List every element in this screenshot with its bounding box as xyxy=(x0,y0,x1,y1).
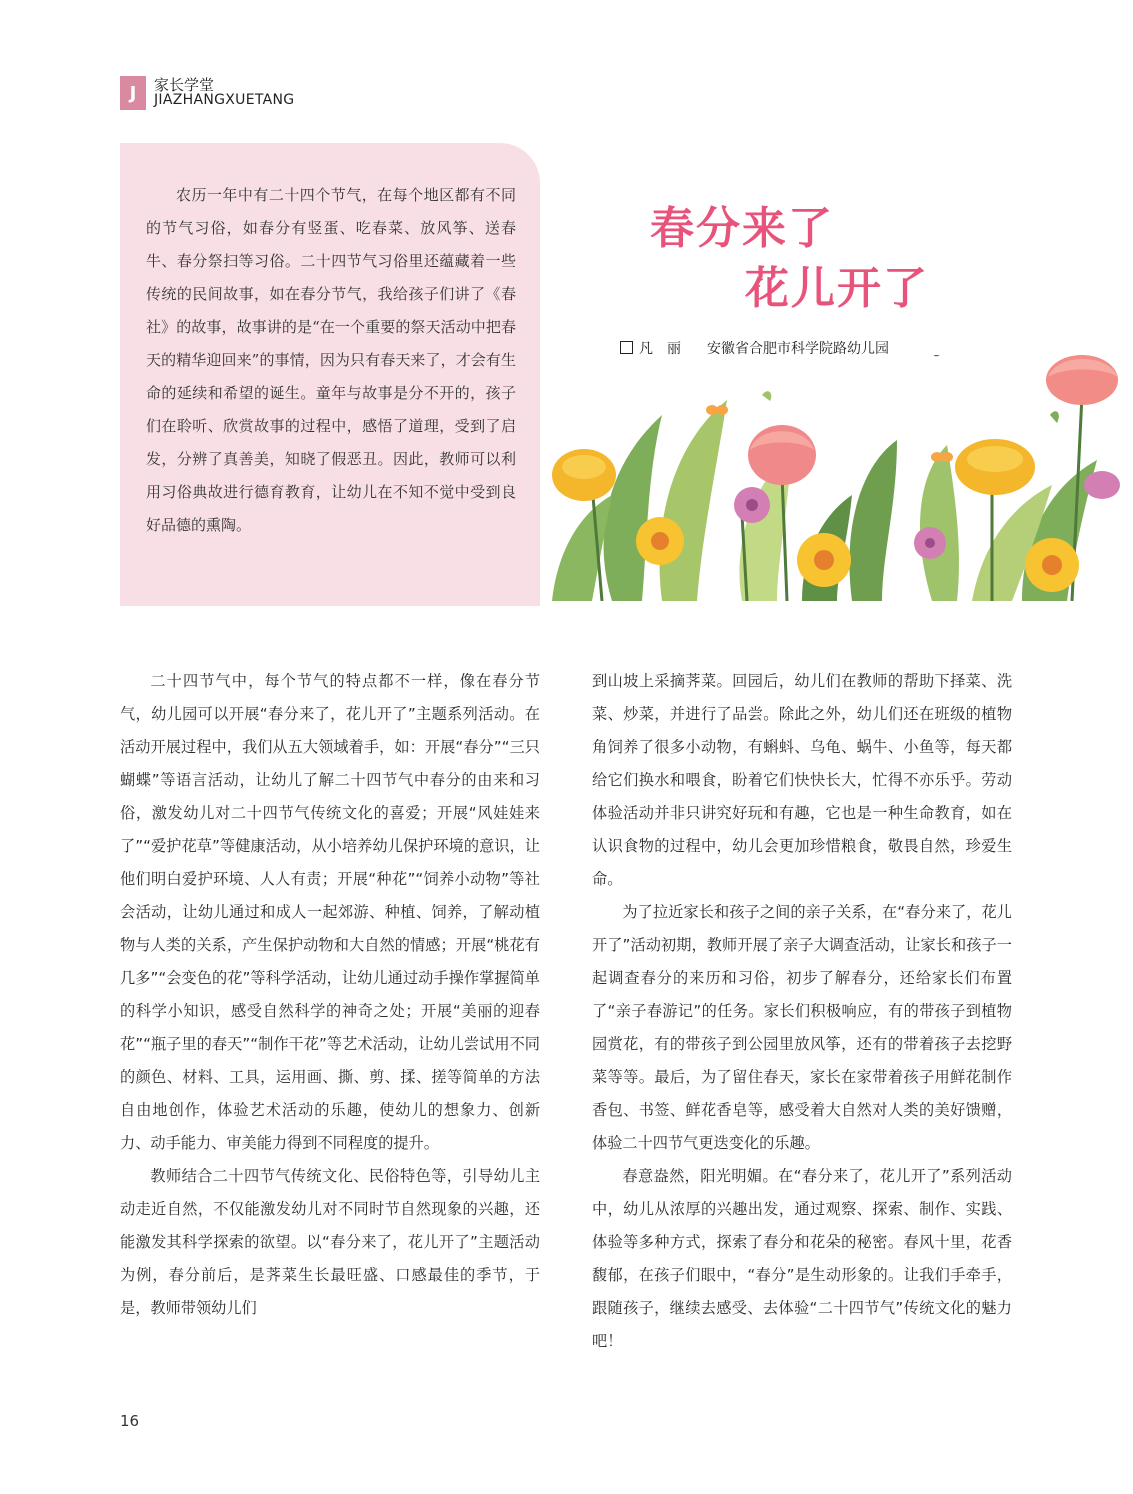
purple-flower-1 xyxy=(734,487,770,523)
floating-leaf xyxy=(932,355,944,356)
page-number: 16 xyxy=(120,1412,140,1430)
body-paragraph: 为了拉近家长和孩子之间的亲子关系，在“春分来了，花儿开了”活动初期，教师开展了亲子大调查活动，让家长和孩子一起调查春分的来历和习俗，初步了解春分，还给家长们布置了“亲子春游记”的任务。家长们积极响应，有的带孩子到植物园赏花，有的带孩子到公园里放风筝，还有的带着孩子去挖野菜等等。最后，为了留住春天，家长在家带着孩子用鲜花制作香包、书签、鲜花香皂等，感受着大自然对人类的美好馈赠，体验二十四节气更迭变化的乐趣。 xyxy=(592,903,1012,1152)
flower-illustration xyxy=(552,355,1120,601)
article-title-line2: 花儿开了 xyxy=(745,263,929,314)
body-paragraph: 到山坡上采摘荠菜。回园后，幼儿们在教师的帮助下择菜、洗菜、炒菜，并进行了品尝。除此之外，幼儿们还在班级的植物角饲养了很多小动物，有蝌蚪、乌龟、蜗牛、小鱼等，每天都给它们换水和喂食，盼着它们快快长大，忙得不亦乐乎。劳动体验活动并非只讲究好玩和有趣，它也是一种生命教育，如在认识食物的过程中，幼儿会更加珍惜粮食，敬畏自然，珍爱生命。 xyxy=(592,672,1012,888)
orange-daisy-3 xyxy=(1025,538,1079,592)
section-title-cn: 家长学堂 xyxy=(154,76,215,94)
body-paragraph: 教师结合二十四节气传统文化、民俗特色等，引导幼儿主动走近自然，不仅能激发幼儿对不同时节自然现象的兴趣，还能激发其科学探索的欲望。以“春分来了，花儿开了”主题活动为例，春分前后，是荠菜生长最旺盛、口感最佳的季节，于是，教师带领幼儿们 xyxy=(120,1167,540,1317)
body-paragraph: 二十四节气中，每个节气的特点都不一样，像在春分节气，幼儿园可以开展“春分来了，花儿开了”主题系列活动。在活动开展过程中，我们从五大领域着手，如：开展“春分”“三只蝴蝶”等语言活动，让幼儿了解二十四节气中春分的由来和习俗，激发幼儿对二十四节气传统文化的喜爱；开展“风娃娃来了”“爱护花草”等健康活动，从小培养幼儿保护环境的意识，让他们明白爱护环境、人人有责；开展“种花”“饲养小动物”等社会活动，让幼儿通过和成人一起郊游、种植、饲养，了解动植物与人类的关系，产生保护动物和大自然的情感；开展“桃花有几多”“会变色的花”等科学活动，让幼儿通过动手操作掌握简单的科学小知识，感受自然科学的神奇之处；开展“美丽的迎春花”“瓶子里的春天”“制作干花”等艺术活动，让幼儿尝试用不同的颜色、材料、工具，运用画、撕、剪、揉、搓等简单的方法自由地创作，体验艺术活动的乐趣，使幼儿的想象力、创新力、动手能力、审美能力得到不同程度的提升。 xyxy=(120,672,540,1152)
floating-leaf xyxy=(762,391,771,401)
yellow-flower-1 xyxy=(552,449,616,501)
purple-flower-3 xyxy=(1084,471,1120,499)
author-org: 安徽省合肥市科学院路幼儿园 xyxy=(707,341,889,357)
purple-flower-2 xyxy=(914,527,946,559)
byline-box-icon xyxy=(620,341,633,354)
intro-text: 农历一年中有二十四个节气，在每个地区都有不同的节气习俗，如春分有竖蛋、吃春菜、放风筝、送春牛、春分祭扫等习俗。二十四节气习俗里还蕴藏着一些传统的民间故事，如在春分节气，我给孩子们讲了《春社》的故事，故事讲的是“在一个重要的祭天活动中把春天的精华迎回来”的事情，因为只有春天来了，才会有生命的延续和希望的诞生。童年与故事是分不开的，孩子们在聆听、欣赏故事的过程中，感悟了道理，受到了启发，分辨了真善美，知晓了假恶丑。因此，教师可以利用习俗典故进行德育教育，让幼儿在不知不觉中受到良好品德的熏陶。 xyxy=(146,186,516,534)
section-title-en: JIAZHANGXUETANG xyxy=(154,92,295,108)
section-badge: J xyxy=(120,76,146,110)
article-title-line1: 春分来了 xyxy=(650,203,834,254)
body-column-left xyxy=(120,665,540,1325)
body-column-right xyxy=(592,665,1012,1358)
author-name: 凡 丽 xyxy=(639,341,681,357)
orange-daisy-1 xyxy=(636,517,684,565)
intro-box xyxy=(120,143,540,606)
orange-daisy-2 xyxy=(797,533,851,587)
body-paragraph: 春意盎然，阳光明媚。在“春分来了，花儿开了”系列活动中，幼儿从浓厚的兴趣出发，通过观察、探索、制作、实践、体验等多种方式，探索了春分和花朵的秘密。春风十里，花香馥郁，在孩子们眼中，“春分”是生动形象的。让我们手牵手，跟随孩子，继续去感受、去体验“二十四节气”传统文化的魅力吧！ xyxy=(592,1167,1012,1350)
pink-flower-2 xyxy=(1046,355,1118,405)
yellow-flower-2 xyxy=(955,439,1035,495)
floating-leaf xyxy=(1050,411,1059,423)
pink-flower-1 xyxy=(748,425,816,485)
